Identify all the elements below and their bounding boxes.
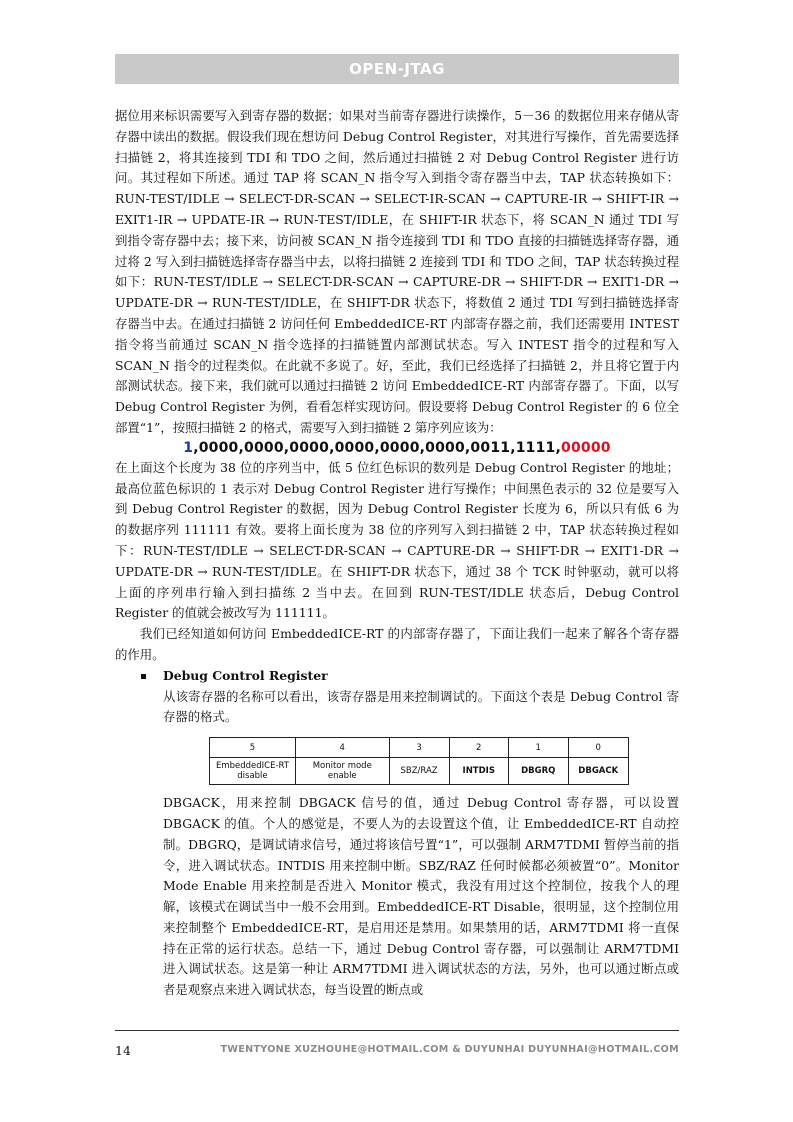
bit-cell: 5 (210, 738, 296, 758)
header-title: OPEN-JTAG (349, 60, 445, 78)
footer-divider (115, 1030, 679, 1031)
table-field-row (210, 758, 629, 785)
paragraph-sequence-explanation: 在上面这个长度为 38 位的序列当中，低 5 位红色标识的数列是 Debug Control Register 的地址；最高位蓝色标识的 1 表示对 Debug Control Register 进行写操作；中间黑色表示的 32 位是要写入到 Debug Control Register 的数据，因为 Debug Control Register 长度为 6，所以只有低 6 为的数据序列 111111 有效。要将上面长度为 38 位的序列写入到扫描链 2 中，TAP 状态转换过程如下：RUN-TEST/IDLE → SELECT-DR-SCAN → CAPTURE-DR → SHIFT-DR → EXIT1-DR → UPDATE-DR → RUN-TEST/IDLE。在 SHIFT-DR 状态下，通过 38 个 TCK 时钟驱动，就可以将上面的序列串行输入到扫描练 2 当中去。在回到 RUN-TEST/IDLE 状态后，Debug Control Register 的值就会被改写为 111111。 (115, 459, 679, 621)
bullet-square-icon (141, 674, 146, 679)
field-cell: Monitor mode enable (295, 758, 389, 785)
field-cell: DBGACK (568, 758, 628, 785)
page-header (115, 54, 679, 84)
field-cell: EmbeddedICE-RT disable (210, 758, 296, 785)
bit-cell: 3 (389, 738, 449, 758)
bit-cell: 1 (508, 738, 568, 758)
paragraph-register-intro: 我们已经知道如何访问 EmbeddedICE-RT 的内部寄存器了，下面让我们一起来了解各个寄存器的作用。 (115, 626, 679, 662)
bit-cell: 4 (295, 738, 389, 758)
bit-cell: 0 (568, 738, 628, 758)
paragraph-scan-chain-access: 据位用来标识需要写入到寄存器的数据；如果对当前寄存器进行读操作，5－36 的数据位用来存储从寄存器中读出的数据。假设我们现在想访问 Debug Control Register，对其进行写操作，首先需要选择扫描链 2，将其连接到 TDI 和 TDO 之间，然后通过扫描链 2 对 Debug Control Register 进行访问。其过程如下所述。通过 TAP 将 SCAN_N 指令写入到指令寄存器当中去，TAP 状态转换如下：RUN-TEST/IDLE → SELECT-DR-SCAN → SELECT-IR-SCAN → CAPTURE-IR → SHIFT-IR → EXIT1-IR → UPDATE-IR → RUN-TEST/IDLE，在 SHIFT-IR 状态下，将 SCAN_N 通过 TDI 写到指令寄存器中去；接下来，访问被 SCAN_N 指令连接到 TDI 和 TDO 直接的扫描链选择寄存器，通过将 2 写入到扫描链选择寄存器当中去，以将扫描链 2 连接到 TDI 和 TDO 之间，TAP 状态转换过程如下：RUN-TEST/IDLE → SELECT-DR-SCAN → CAPTURE-DR → SHIFT-DR → EXIT1-DR → UPDATE-DR → RUN-TEST/IDLE，在 SHIFT-DR 状态下，将数值 2 通过 TDI 写到扫描链选择寄存器当中去。在通过扫描链 2 访问任何 EmbeddedICE-RT 内部寄存器之前，我们还需要用 INTEST 指令将当前通过 SCAN_N 指令选择的扫描链置内部测试状态。写入 INTEST 指令的过程和写入 SCAN_N 指令的过程类似。在此就不多说了。好，至此，我们已经选择了扫描链 2，并且将它置于内部测试状态。接下来，我们就可以通过扫描链 2 访问 EmbeddedICE-RT 内部寄存器了。下面，以写 Debug Control Register 为例，看看怎样实现访问。假设要将 Debug Control Register 的 6 位全部置“1”，按照扫描链 2 的格式，需要写入到扫描链 2 第序列应该为： (115, 108, 679, 435)
sequence-write-bit: 1 (183, 439, 194, 456)
field-cell: DBGRQ (508, 758, 568, 785)
sequence-address-bits: 00000 (561, 439, 611, 456)
table-header-row (210, 738, 629, 758)
footer-credits: TWENTYONE XUZHOUHE@HOTMAIL.COM & DUYUNHAI DUYUNHAI@HOTMAIL.COM (220, 1044, 679, 1055)
scan-sequence (115, 439, 679, 458)
field-cell: INTDIS (449, 758, 508, 785)
bullet-debug-control-register (115, 666, 679, 687)
debug-control-register-table (209, 737, 629, 785)
sequence-data-bits: ,0000,0000,0000,0000,0000,0000,0011,1111, (193, 439, 562, 456)
paragraph-register-purpose: 从该寄存器的名称可以看出，该寄存器是用来控制调试的。下面这个表是 Debug Control 寄存器的格式。 (163, 688, 679, 725)
field-cell: SBZ/RAZ (389, 758, 449, 785)
page-body (115, 106, 679, 1001)
paragraph-field-descriptions: DBGACK，用来控制 DBGACK 信号的值，通过 Debug Control 寄存器，可以设置 DBGACK 的值。个人的感觉是，不要人为的去设置这个值，让 EmbeddedICE-RT 自动控制。DBGRQ，是调试请求信号，通过将该信号置“1”，可以强制 ARM7TDMI 暂停当前的指令，进入调试状态。INTDIS 用来控制中断。SBZ/RAZ 任何时候都必须被置“0”。Monitor Mode Enable 用来控制是否进入 Monitor 模式，我没有用过这个控制位，按我个人的理解，该模式在调试当中一般不会用到。EmbeddedICE-RT Disable，很明显，这个控制位用来控制整个 EmbeddedICE-RT，是启用还是禁用。如果禁用的话，ARM7TDMI 将一直保持在正常的运行状态。总结一下，通过 Debug Control 寄存器，可以强制让 ARM7TDMI 进入调试状态。这是第一种让 ARM7TDMI 进入调试状态的方法，另外，也可以通过断点或者是观察点来进入调试状态，每当设置的断点或 (163, 795, 679, 998)
bit-cell: 2 (449, 738, 508, 758)
page-number: 14 (115, 1043, 131, 1058)
bullet-title: Debug Control Register (163, 667, 328, 683)
